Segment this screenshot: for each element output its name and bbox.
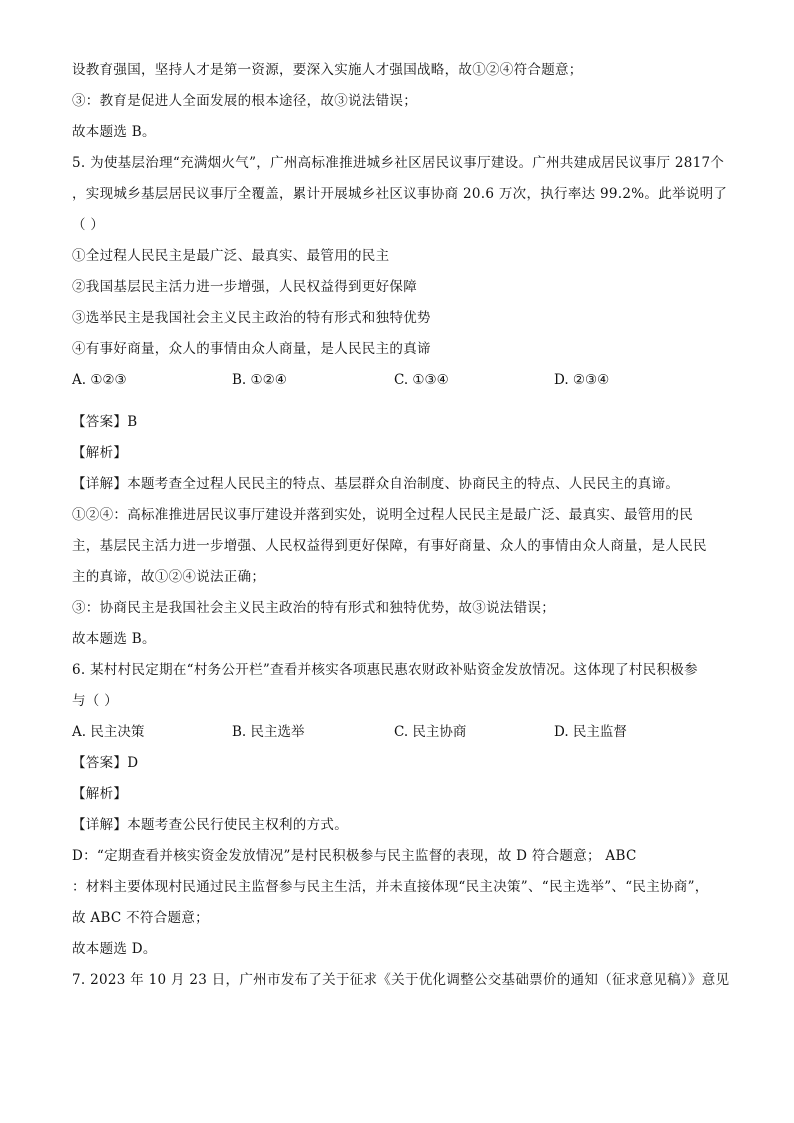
option-d: D. 民主监督	[554, 724, 627, 740]
text-line: ③：教育是促进人全面发展的根本途径，故③说法错误；	[72, 93, 417, 109]
question-6-stem-line-1: 6. 某村村民定期在“村务公开栏”查看并核实各项惠民惠农财政补贴资金发放情况。这体现了村民积极参	[72, 662, 698, 678]
document-page	[72, 60, 728, 990]
detail-line: ：材料主要体现村民通过民主监督参与民主生活，并未直接体现“民主决策”、“民主选举”、“民主协商”，	[72, 879, 709, 895]
detail-line: ③：协商民主是我国社会主义民主政治的特有形式和独特优势，故③说法错误；	[72, 600, 555, 616]
question-5-statement-3: ③选举民主是我国社会主义民主政治的特有形式和独特优势	[72, 310, 431, 326]
detail-line: 故 ABC 不符合题意；	[72, 910, 209, 926]
detail-line: 故本题选 B。	[72, 631, 156, 647]
detail-line: 主的真谛，故①②④说法正确；	[72, 569, 266, 585]
answer-label: 【答案】D	[72, 755, 139, 771]
detail-line: 【详解】本题考查公民行使民主权利的方式。	[72, 817, 348, 833]
option-b: B. 民主选举	[232, 724, 305, 740]
option-c: C. 民主协商	[394, 724, 467, 740]
question-7-stem: 7. 2023 年 10 月 23 日，广州市发布了关于征求《关于优化调整公交基础票价的通知（征求意见稿）》意见	[72, 972, 730, 988]
analysis-label: 【解析】	[72, 445, 128, 461]
detail-line: 主，基层民主活力进一步增强、人民权益得到更好保障，有事好商量、众人的事情由众人商量，是人民民	[72, 538, 707, 554]
question-5-stem-line-3: （ ）	[72, 217, 105, 233]
option-b: B. ①②④	[232, 372, 287, 388]
detail-line: ①②④：高标准推进居民议事厅建设并落到实处，说明全过程人民民主是最广泛、最真实、最管用的民	[72, 507, 693, 523]
question-6-stem-line-2: 与（ ）	[72, 693, 118, 709]
question-5-stem-line-2: ，实现城乡基层居民议事厅全覆盖，累计开展城乡社区议事协商 20.6 万次，执行率达 99.2%。此举说明了	[72, 186, 728, 202]
option-d: D. ②③④	[554, 372, 610, 388]
question-6-options	[72, 722, 728, 742]
text-line: 设教育强国，坚持人才是第一资源，要深入实施人才强国战略，故①②④符合题意；	[72, 62, 583, 78]
analysis-label: 【解析】	[72, 786, 128, 802]
option-c: C. ①③④	[394, 372, 449, 388]
question-5-statement-1: ①全过程人民民主是最广泛、最真实、最管用的民主	[72, 248, 390, 264]
question-5-options	[72, 370, 728, 390]
option-a: A. 民主决策	[72, 724, 145, 740]
text-line: 故本题选 B。	[72, 124, 156, 140]
question-5-statement-2: ②我国基层民主活力进一步增强，人民权益得到更好保障	[72, 279, 417, 295]
detail-line: D：“定期查看并核实资金发放情况”是村民积极参与民主监督的表现，故 D 符合题意； ABC	[72, 848, 637, 864]
detail-line: 【详解】本题考查全过程人民民主的特点、基层群众自治制度、协商民主的特点、人民民主的真谛。	[72, 476, 680, 492]
question-5-statement-4: ④有事好商量，众人的事情由众人商量，是人民民主的真谛	[72, 341, 431, 357]
question-5-stem-line-1: 5. 为使基层治理“充满烟火气”，广州高标准推进城乡社区居民议事厅建设。广州共建成居民议事厅 2817个	[72, 155, 725, 171]
detail-line: 故本题选 D。	[72, 941, 157, 957]
option-a: A. ①②③	[72, 372, 127, 388]
answer-label: 【答案】B	[72, 414, 138, 430]
